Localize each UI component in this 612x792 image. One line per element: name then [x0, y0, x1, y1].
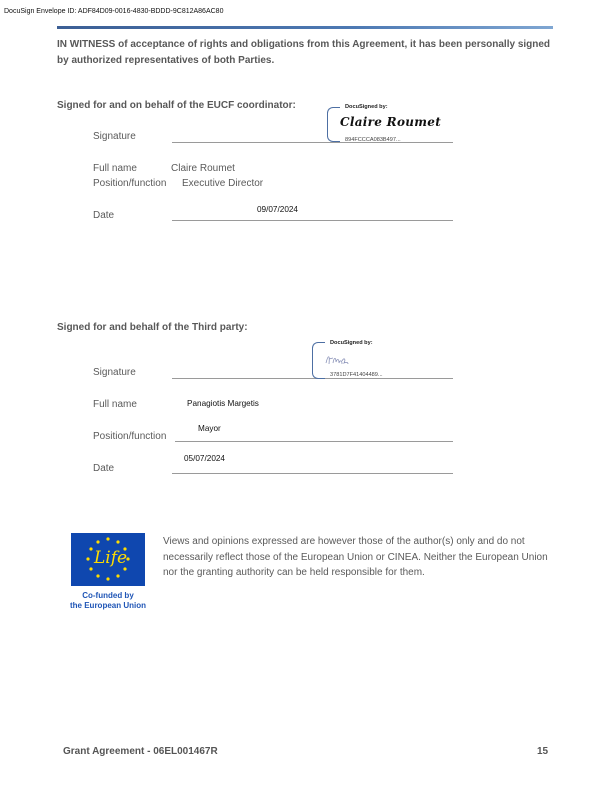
life-logo-text: Life — [94, 548, 128, 568]
third-party-position-label: Position/function — [93, 431, 167, 442]
docusign-envelope-id: DocuSign Envelope ID: ADF84D09-0016-4830-BDDD-9C812A86AC80 — [4, 8, 224, 15]
coordinator-position: Executive Director — [182, 178, 264, 189]
header-rule — [57, 26, 553, 29]
funding-disclaimer: Views and opinions expressed are however those of the author(s) only and do not necessarily reflect those of the European Union or CINEA. Neither the European Union nor the granting authority can be held responsible for them. — [163, 536, 548, 578]
coordinator-full-name-label: Full name — [93, 163, 137, 174]
coordinator-signature-label: Signature — [93, 131, 136, 142]
third-party-date-line — [172, 473, 453, 474]
coordinator-date-line — [172, 220, 453, 221]
docusign-bracket-icon — [327, 107, 340, 142]
page-number: 15 — [537, 746, 549, 757]
third-party-position: Mayor — [198, 424, 221, 433]
cofunded-caption — [58, 591, 158, 610]
third-party-docusign-stamp — [312, 340, 442, 382]
docusign-header: DocuSigned by: — [345, 104, 388, 110]
docusign-id: 894FCCCA083B497... — [345, 137, 401, 143]
witness-statement: IN WITNESS of acceptance of rights and obligations from this Agreement, it has been personally signed by authorized representatives of both Parties. — [57, 39, 551, 66]
third-party-signature-image — [324, 351, 350, 367]
coordinator-docusign-stamp — [327, 104, 457, 146]
coordinator-heading: Signed for and on behalf of the EUCF coordinator: — [57, 100, 296, 111]
third-party-date: 05/07/2024 — [184, 454, 225, 463]
cofunded-line-2: the European Union — [70, 600, 146, 610]
third-party-full-name: Panagiotis Margetis — [187, 399, 259, 408]
coordinator-date-label: Date — [93, 210, 115, 221]
eu-life-logo — [71, 533, 145, 586]
docusign-header: DocuSigned by: — [330, 340, 373, 346]
coordinator-signature-image: Claire Roumet — [340, 115, 442, 129]
cofunded-line-1: Co-funded by — [82, 591, 134, 600]
docusign-id: 3781D7F41404489... — [330, 372, 383, 378]
third-party-heading: Signed for and behalf of the Third party: — [57, 322, 248, 333]
footer-title: Grant Agreement - 06EL001467R — [63, 746, 218, 757]
third-party-date-label: Date — [93, 463, 115, 474]
coordinator-full-name: Claire Roumet — [171, 163, 235, 174]
coordinator-date: 09/07/2024 — [257, 205, 298, 214]
third-party-full-name-label: Full name — [93, 399, 137, 410]
third-party-position-line — [175, 441, 453, 442]
coordinator-position-label: Position/function — [93, 178, 167, 189]
third-party-signature-label: Signature — [93, 367, 136, 378]
